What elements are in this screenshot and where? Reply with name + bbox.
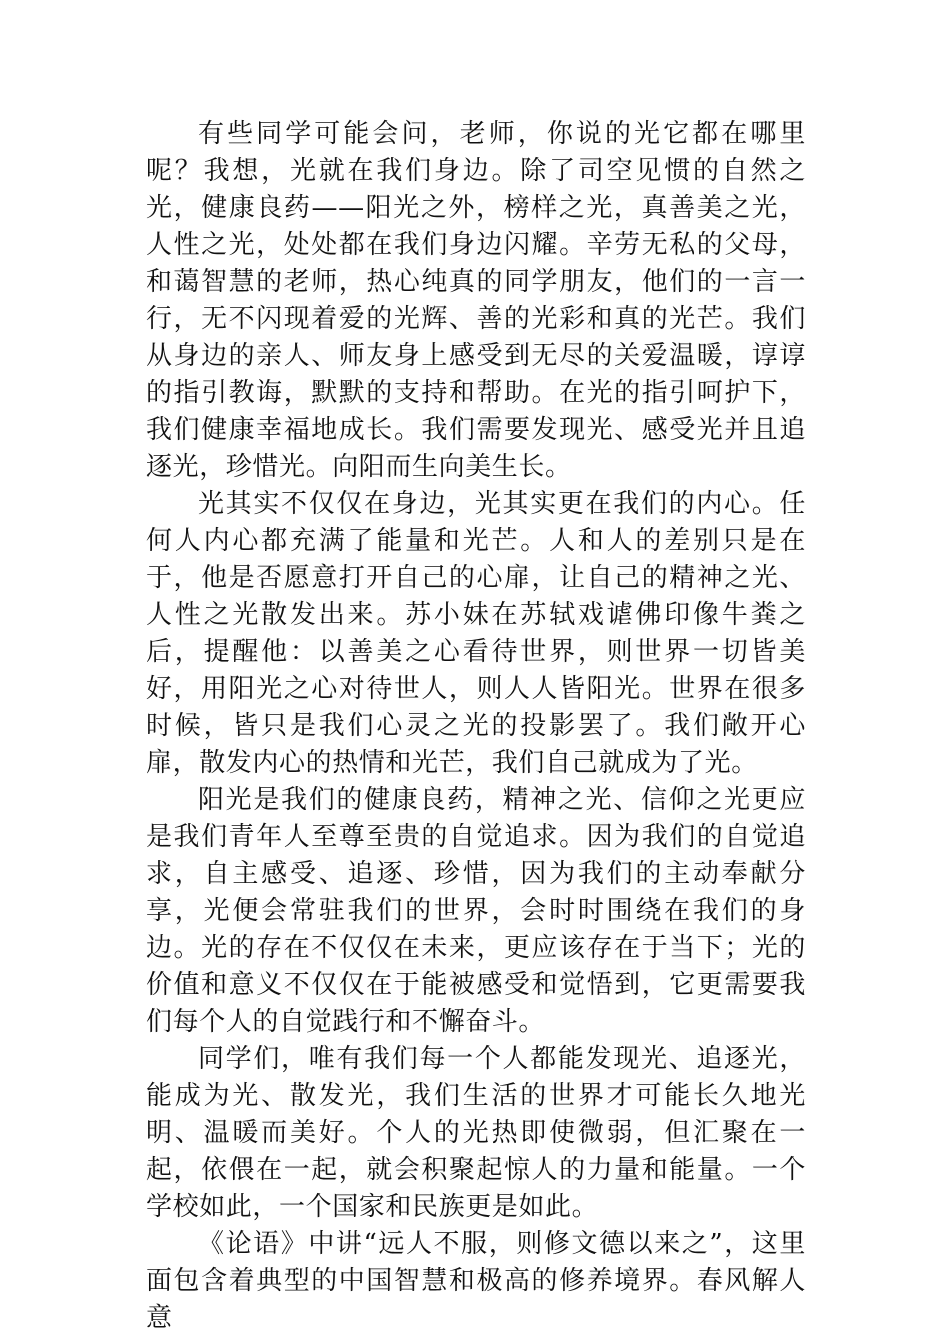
paragraph: 阳光是我们的健康良药，精神之光、信仰之光更应是我们青年人至尊至贵的自觉追求。因为我们的自觉追求，自主感受、追逐、珍惜，因为我们的主动奉献分享，光便会常驻我们的世界，会时时围绕在我们的身边。光的存在不仅仅在未来，更应该存在于当下；光的价值和意义不仅仅在于能被感受和觉悟到，它更需要我们每个人的自觉践行和不懈奋斗。 <box>146 785 806 1037</box>
paragraph: 光其实不仅仅在身边，光其实更在我们的内心。任何人内心都充满了能量和光芒。人和人的差别只是在于，他是否愿意打开自己的心扉，让自己的精神之光、人性之光散发出来。苏小妹在苏轼戏谑佛印像牛粪之后，提醒他：以善美之心看待世界，则世界一切皆美好，用阳光之心对待世人，则人人皆阳光。世界在很多时候，皆只是我们心灵之光的投影罢了。我们敞开心扉，散发内心的热情和光芒，我们自己就成为了光。 <box>146 489 806 778</box>
paragraph: 同学们，唯有我们每一个人都能发现光、追逐光，能成为光、散发光，我们生活的世界才可能长久地光明、温暖而美好。个人的光热即使微弱，但汇聚在一起，依偎在一起，就会积聚起惊人的力量和能量。一个学校如此，一个国家和民族更是如此。 <box>146 1044 806 1222</box>
paragraph: 《论语》中讲“远人不服，则修文德以来之”，这里面包含着典型的中国智慧和极高的修养境界。春风解人意 <box>146 1229 806 1333</box>
paragraph: 有些同学可能会问，老师，你说的光它都在哪里呢？我想，光就在我们身边。除了司空见惯的自然之光，健康良药——阳光之外，榜样之光，真善美之光，人性之光，处处都在我们身边闪耀。辛劳无私的父母，和蔼智慧的老师，热心纯真的同学朋友，他们的一言一行，无不闪现着爱的光辉、善的光彩和真的光芒。我们从身边的亲人、师友身上感受到无尽的关爱温暖，谆谆的指引教诲，默默的支持和帮助。在光的指引呵护下，我们健康幸福地成长。我们需要发现光、感受光并且追逐光，珍惜光。向阳而生向美生长。 <box>146 119 806 482</box>
document-body <box>146 116 806 1337</box>
